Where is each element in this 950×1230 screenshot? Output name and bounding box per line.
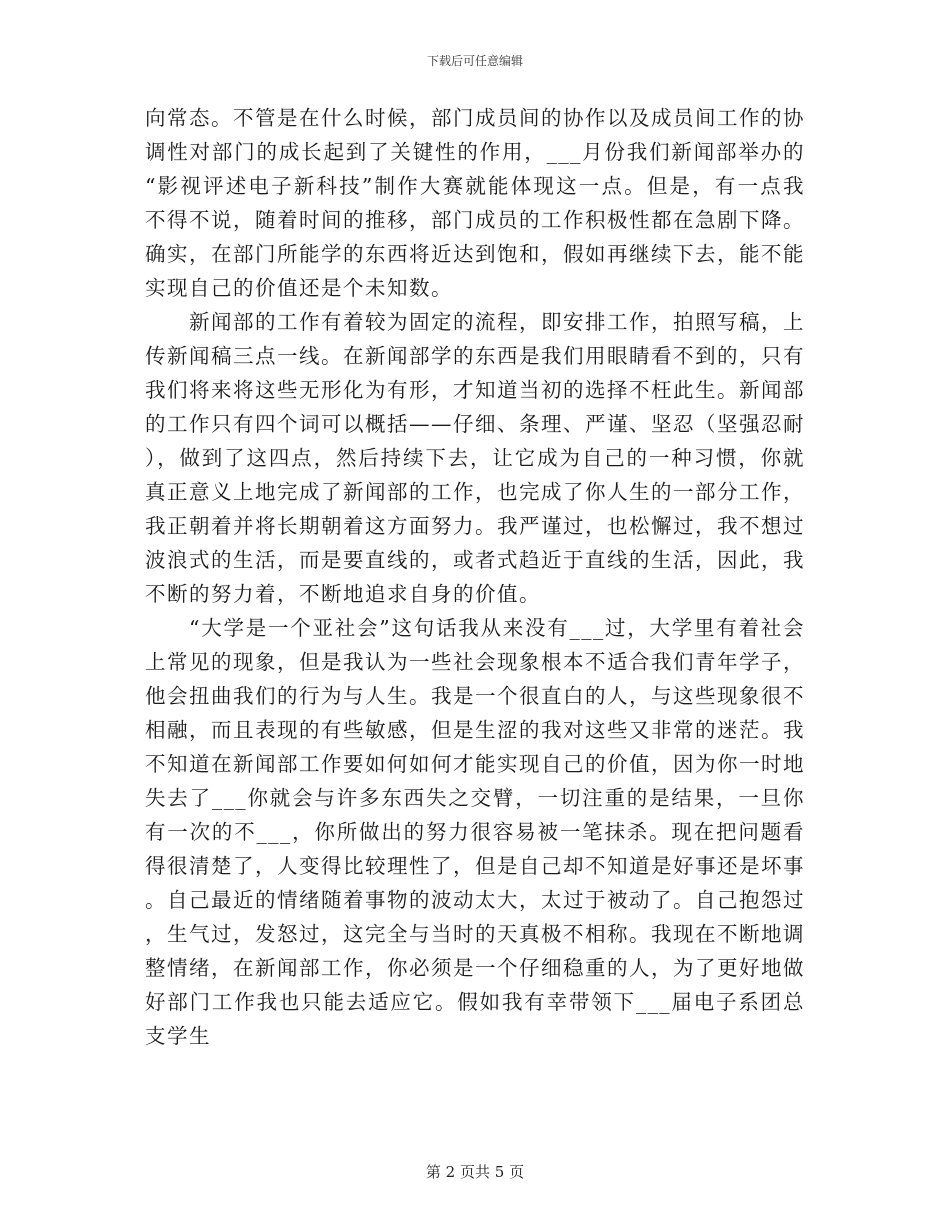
paragraph-3: “大学是一个亚社会”这句话我从来没有___过，大学里有着社会上常见的现象，但是我认为一些社会现象根本不适合我们青年学子，他会扭曲我们的行为与人生。我是一个很直白的人，与这些现象很不相融，而且表现的有些敏感，但是生涩的我对这些又非常的迷茫。我不知道在新闻部工作要如何如何才能实现自己的价值，因为你一时地失去了___你就会与许多东西失之交臂，一切注重的是结果，一旦你有一次的不___，你所做出的努力很容易被一笔抹杀。现在把问题看得很清楚了，人变得比较理性了，但是自己却不知道是好事还是坏事。自己最近的情绪随着事物的波动太大，太过于被动了。自己抱怨过，生气过，发怒过，这完全与当时的天真极不相称。我现在不断地调整情绪，在新闻部工作，你必须是一个仔细稳重的人，为了更好地做好部门工作我也只能去适应它。假如我有幸带领下___届电子系团总支学生 <box>145 616 805 1048</box>
page-header-note: 下载后可任意编辑 <box>426 54 523 68</box>
paragraph-1: 向常态。不管是在什么时候，部门成员间的协作以及成员间工作的协调性对部门的成长起到了关键性的作用，___月份我们新闻部举办的“影视评述电子新科技”制作大赛就能体现这一点。但是，有一点我不得不说，随着时间的推移，部门成员的工作积极性都在急剧下降。确实，在部门所能学的东西将近达到饱和，假如再继续下去，能不能实现自己的价值还是个未知数。 <box>145 106 805 300</box>
document-body <box>145 101 805 1053</box>
page-number: 第 2 页共 5 页 <box>425 1163 525 1181</box>
paragraph-2: 新闻部的工作有着较为固定的流程，即安排工作，拍照写稿，上传新闻稿三点一线。在新闻部学的东西是我们用眼睛看不到的，只有我们将来将这些无形化为有形，才知道当初的选择不枉此生。新闻部的工作只有四个词可以概括——仔细、条理、严谨、坚忍（坚强忍耐），做到了这四点，然后持续下去，让它成为自己的一种习惯，你就真正意义上地完成了新闻部的工作，也完成了你人生的一部分工作，我正朝着并将长期朝着这方面努力。我严谨过，也松懈过，我不想过波浪式的生活，而是要直线的，或者式趋近于直线的生活，因此，我不断的努力着，不断地追求自身的价值。 <box>145 310 805 606</box>
